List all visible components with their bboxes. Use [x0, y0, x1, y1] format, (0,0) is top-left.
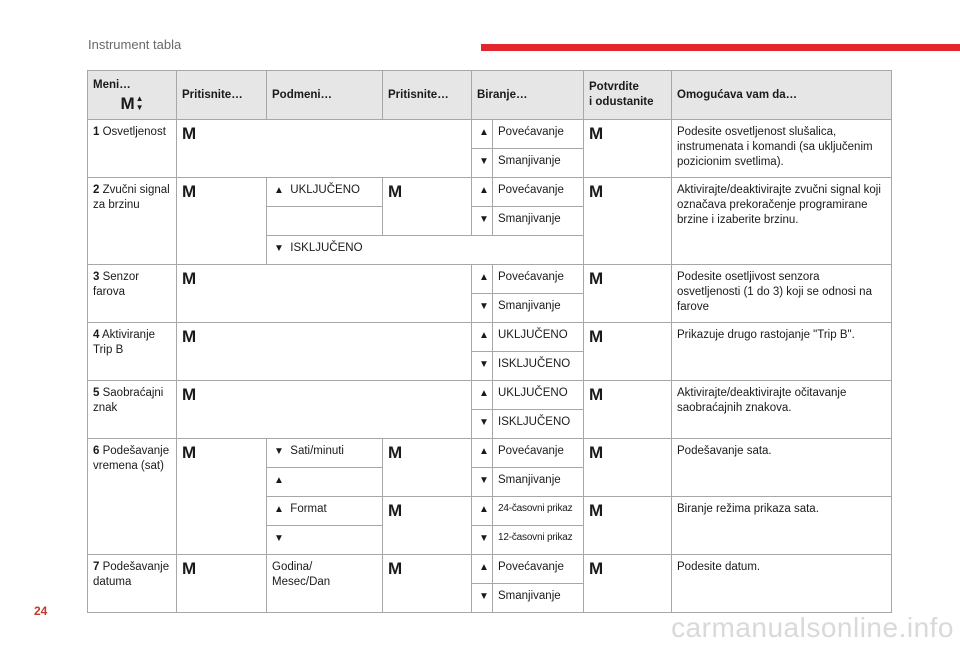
option-cell: Povećavanje — [493, 555, 584, 584]
submenu-cell: ▲ UKLJUČENO — [267, 178, 383, 207]
m-button-icon: M — [388, 559, 403, 578]
description-cell: Aktivirajte/deaktivirajte zvučni signal koji označava prekoračenje programirane brzine i izaberite brzinu. — [672, 178, 892, 265]
description-cell: Podesite osvetljenost slušalica, instrumenata i komandi (sa uključenim pozicionim svetlima). — [672, 120, 892, 178]
press-cell — [383, 439, 472, 497]
menu-cell: 2 Zvučni signal za brzinu — [88, 178, 177, 265]
confirm-cell — [584, 265, 672, 323]
press-cell — [383, 555, 472, 613]
option-cell: Povećavanje — [493, 178, 584, 207]
press-cell — [177, 120, 472, 178]
confirm-cell — [584, 178, 672, 265]
confirm-cell — [584, 381, 672, 439]
press-cell — [177, 265, 472, 323]
up-arrow-icon: ▲ — [274, 475, 284, 486]
m-button-icon: M — [182, 327, 197, 346]
m-button-icon: M — [589, 327, 604, 346]
page-number: 24 — [34, 604, 48, 618]
option-cell: 24-časovni prikaz — [493, 497, 584, 526]
submenu-cell: ▲ Format — [267, 497, 383, 526]
up-arrow-icon: ▲ — [472, 555, 493, 584]
m-button-icon: M — [388, 501, 403, 520]
table-header-row — [88, 71, 892, 120]
confirm-cell — [584, 120, 672, 178]
option-cell: Povećavanje — [493, 265, 584, 294]
down-arrow-icon: ▼ — [472, 149, 493, 178]
menu-cell: 6 Podešavanje vremena (sat) — [88, 439, 177, 555]
submenu-cell — [267, 468, 383, 497]
table-row — [88, 555, 892, 584]
menu-cell: 5 Saobraćajni znak — [88, 381, 177, 439]
description-cell: Aktivirajte/deaktivirajte očitavanje saobraćajnih znakova. — [672, 381, 892, 439]
up-arrow-icon: ▲ — [472, 178, 493, 207]
menu-cell: 1 Osvetljenost — [88, 120, 177, 178]
table-row — [88, 323, 892, 352]
up-arrow-icon: ▲ — [472, 323, 493, 352]
m-button-icon: M — [589, 385, 604, 404]
press-cell — [177, 381, 472, 439]
option-cell: 12-časovni prikaz — [493, 526, 584, 555]
m-button-icon: M — [182, 385, 197, 404]
down-arrow-icon: ▼ — [472, 584, 493, 613]
option-cell: UKLJUČENO — [493, 381, 584, 410]
description-cell: Podesite osetljivost senzora osvetljenosti (1 do 3) koji se odnosi na farove — [672, 265, 892, 323]
up-arrow-icon: ▲ — [472, 265, 493, 294]
option-cell: ISKLJUČENO — [493, 410, 584, 439]
down-arrow-icon: ▼ — [472, 207, 493, 236]
press-cell — [177, 439, 267, 555]
up-arrow-icon: ▲ — [472, 439, 493, 468]
option-cell: Smanjivanje — [493, 468, 584, 497]
down-arrow-icon: ▼ — [472, 294, 493, 323]
down-arrow-icon: ▼ — [274, 446, 284, 457]
col-header-press: Pritisnite… — [177, 71, 267, 120]
description-cell: Podešavanje sata. — [672, 439, 892, 497]
press-cell — [383, 497, 472, 555]
down-arrow-icon: ▼ — [472, 526, 493, 555]
table-row — [88, 439, 892, 468]
option-cell: Povećavanje — [493, 439, 584, 468]
option-cell: UKLJUČENO — [493, 323, 584, 352]
down-arrow-icon: ▼ — [472, 410, 493, 439]
down-arrow-icon: ▼ — [274, 243, 284, 254]
description-cell: Podesite datum. — [672, 555, 892, 613]
col-header-confirm: Potvrdite i odustanite — [584, 71, 672, 120]
m-button-icon: M — [182, 182, 197, 201]
menu-updown-icon: M ▲ ▼ — [120, 93, 144, 113]
submenu-cell: Godina/ Mesec/Dan — [267, 555, 383, 613]
m-button-icon: M — [182, 269, 197, 288]
down-arrow-icon: ▼ — [472, 352, 493, 381]
option-cell: Smanjivanje — [493, 584, 584, 613]
submenu-cell — [267, 207, 383, 236]
submenu-cell — [267, 526, 383, 555]
up-arrow-icon: ▲ — [472, 381, 493, 410]
m-button-icon: M — [589, 501, 604, 520]
menu-cell: 7 Podešavanje datuma — [88, 555, 177, 613]
m-button-icon: M — [589, 182, 604, 201]
option-cell: Smanjivanje — [493, 207, 584, 236]
down-arrow-icon: ▼ — [472, 468, 493, 497]
table-row — [88, 265, 892, 294]
menu-table — [87, 70, 892, 613]
submenu-cell: ▼ Sati/minuti — [267, 439, 383, 468]
watermark: carmanualsonline.info — [671, 612, 954, 643]
col-header-allows: Omogućava vam da… — [672, 71, 892, 120]
section-title: Instrument tabla — [88, 37, 182, 52]
col-header-submenu: Podmeni… — [267, 71, 383, 120]
press-cell — [177, 323, 472, 381]
table-row — [88, 178, 892, 207]
confirm-cell — [584, 439, 672, 497]
table-row — [88, 120, 892, 149]
col-header-menu: Meni… M ▲ ▼ — [88, 71, 177, 120]
option-cell: Povećavanje — [493, 120, 584, 149]
up-arrow-icon: ▲ — [472, 497, 493, 526]
m-button-icon: M — [589, 124, 604, 143]
confirm-cell — [584, 323, 672, 381]
description-cell: Prikazuje drugo rastojanje "Trip B". — [672, 323, 892, 381]
up-arrow-icon: ▲ — [472, 120, 493, 149]
press-cell — [177, 555, 267, 613]
menu-cell: 4 Aktiviranje Trip B — [88, 323, 177, 381]
m-button-icon: M — [589, 269, 604, 288]
press-cell — [383, 178, 472, 236]
col-header-press-2: Pritisnite… — [383, 71, 472, 120]
option-cell: Smanjivanje — [493, 149, 584, 178]
down-arrow-icon: ▼ — [274, 533, 284, 544]
table-row — [88, 381, 892, 410]
m-button-icon: M — [182, 443, 197, 462]
press-cell — [177, 178, 267, 265]
confirm-cell — [584, 497, 672, 555]
m-button-icon: M — [589, 443, 604, 462]
m-button-icon: M — [388, 443, 403, 462]
confirm-cell — [584, 555, 672, 613]
menu-cell: 3 Senzor farova — [88, 265, 177, 323]
m-button-icon: M — [182, 559, 197, 578]
m-button-icon: M — [589, 559, 604, 578]
m-button-icon: M — [388, 182, 403, 201]
description-cell: Biranje režima prikaza sata. — [672, 497, 892, 555]
option-cell: ISKLJUČENO — [493, 352, 584, 381]
up-arrow-icon: ▲ — [274, 185, 284, 196]
header-red-bar — [481, 44, 960, 51]
option-cell: Smanjivanje — [493, 294, 584, 323]
m-button-icon: M — [182, 124, 197, 143]
up-arrow-icon: ▲ — [274, 504, 284, 515]
submenu-cell: ▼ ISKLJUČENO — [267, 236, 584, 265]
col-header-select: Biranje… — [472, 71, 584, 120]
